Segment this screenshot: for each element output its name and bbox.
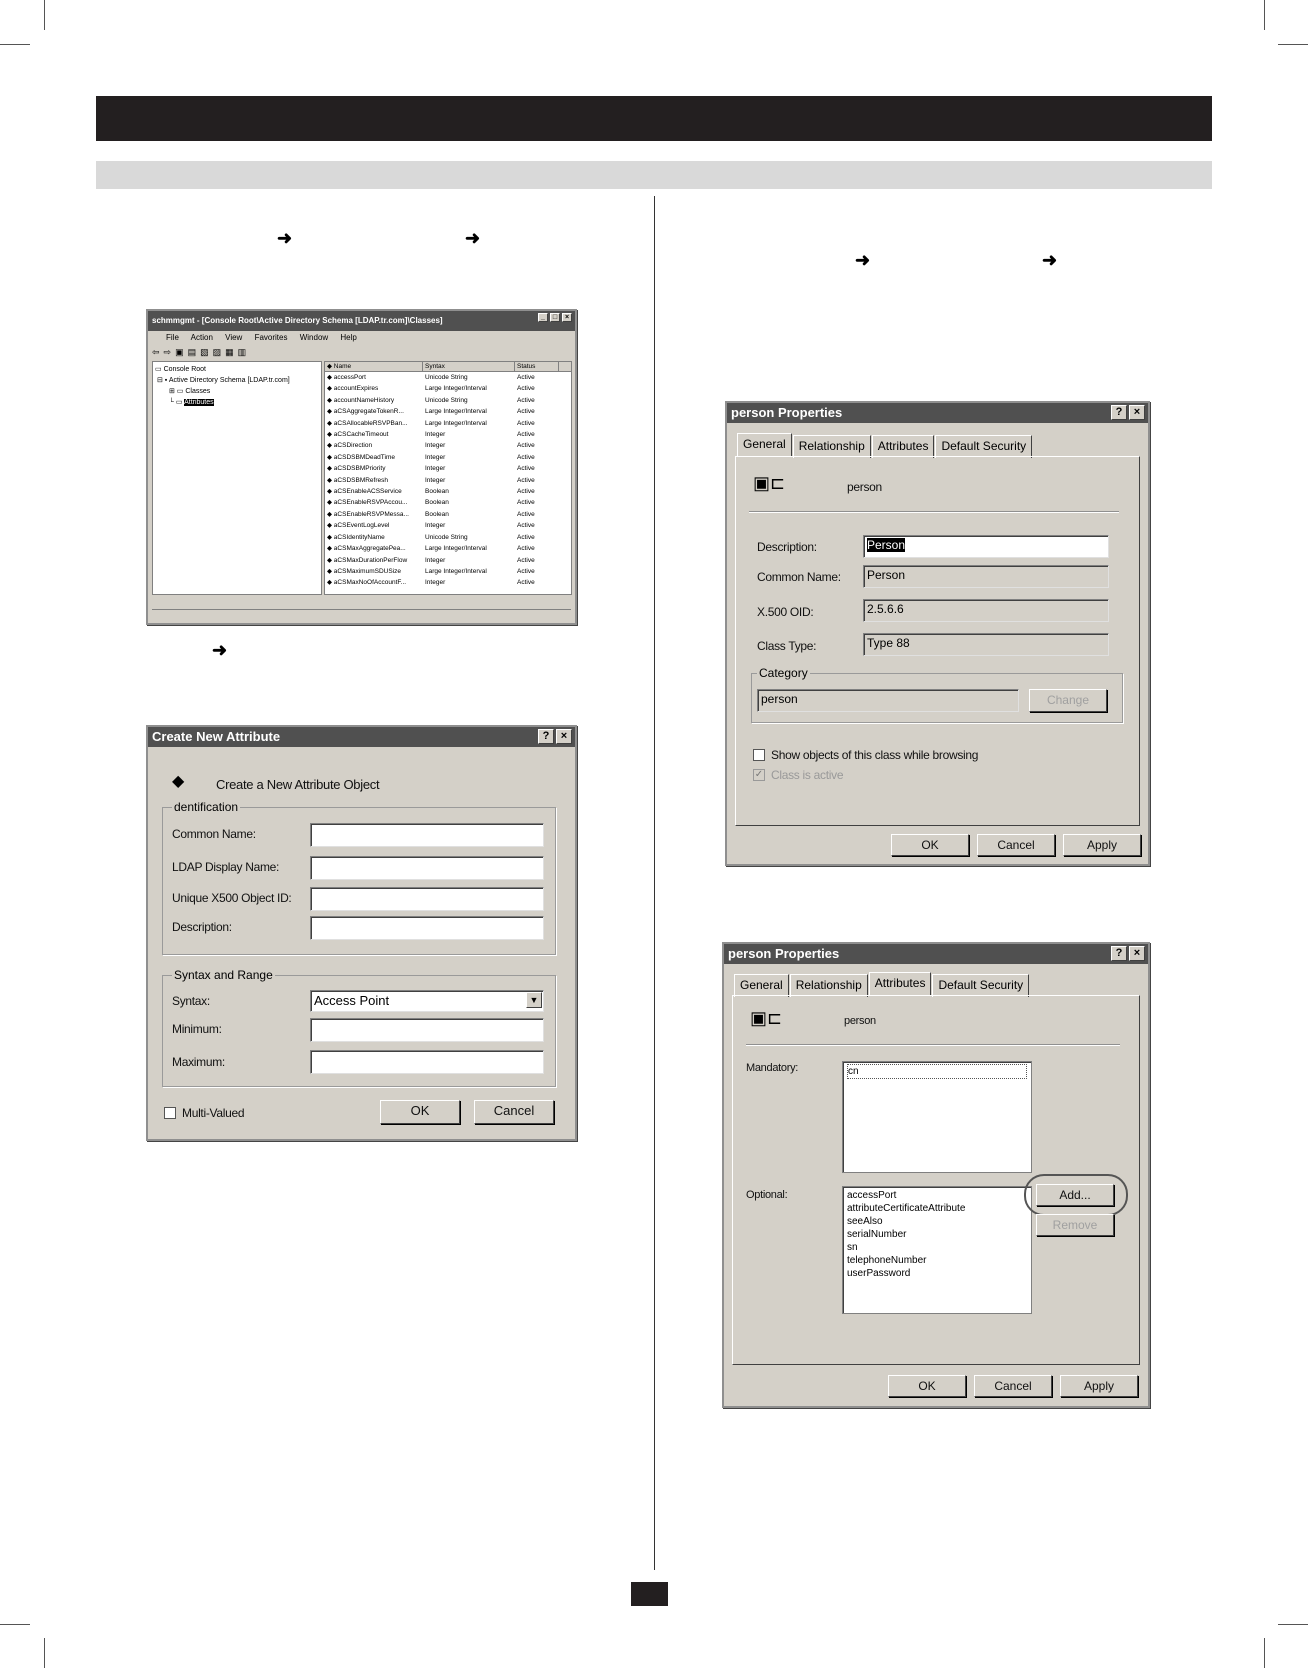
subheader-bar	[96, 161, 1212, 189]
mandatory-label: Mandatory:	[746, 1062, 799, 1074]
class-type-field: Type 88	[863, 633, 1109, 656]
maximum-input[interactable]	[310, 1050, 544, 1074]
syntax-cell: Integer	[425, 579, 446, 587]
class-name: person	[844, 1015, 876, 1027]
syntax-cell: Unicode String	[425, 533, 468, 541]
header-bar	[96, 96, 1212, 141]
list-item[interactable]: accessPort	[847, 1190, 897, 1201]
close-button[interactable]: ×	[556, 729, 572, 744]
show-objects-checkbox[interactable]	[753, 749, 765, 761]
description-input[interactable]	[310, 916, 544, 940]
attribute-name-cell: ◆ aCSDirection	[327, 442, 373, 450]
attribute-name-cell: ◆ aCSEnableRSVPMessa...	[327, 510, 409, 518]
list-item[interactable]: attributeCertificateAttribute	[847, 1203, 966, 1214]
attribute-name-cell: ◆ accessPort	[327, 374, 366, 381]
tab-attributes[interactable]: Attributes	[872, 435, 935, 458]
attribute-name-cell: ◆ aCSMaxDurationPerFlow	[327, 556, 408, 564]
mmc-titlebar	[148, 311, 575, 331]
dropdown-arrow-icon[interactable]: ▼	[526, 992, 542, 1008]
attribute-name-cell: ◆ aCSMaximumSDUSize	[327, 567, 401, 575]
maximum-label: Maximum:	[172, 1055, 225, 1069]
mandatory-list[interactable]	[842, 1061, 1032, 1173]
dialog-title: Create New Attribute	[152, 729, 281, 744]
status-cell: Active	[517, 499, 535, 507]
class-icon: ▣⊏	[753, 473, 786, 493]
crop-mark	[0, 44, 30, 45]
multi-valued-checkbox[interactable]	[164, 1107, 176, 1119]
tree-item-classes[interactable]: ⊞ ▭ Classes	[169, 388, 211, 395]
table-row[interactable]	[325, 520, 571, 531]
up-icon[interactable]: ▣	[175, 347, 188, 357]
table-row[interactable]	[325, 543, 571, 554]
list-item[interactable]: sn	[847, 1242, 858, 1253]
common-name-label: Common Name:	[172, 827, 256, 841]
class-icon: ▣⊏	[750, 1008, 783, 1028]
identification-group-title: dentification	[174, 800, 239, 814]
tab-relationship[interactable]: Relationship	[790, 974, 868, 997]
status-cell: Active	[517, 419, 535, 427]
status-cell: Active	[517, 545, 535, 553]
table-row[interactable]	[325, 372, 571, 383]
close-button[interactable]: ×	[1129, 946, 1145, 961]
table-row[interactable]	[325, 566, 571, 577]
remove-button[interactable]: Remove	[1036, 1214, 1114, 1236]
status-cell: Active	[517, 488, 535, 496]
cancel-button[interactable]: Cancel	[977, 834, 1055, 856]
help-button[interactable]: ?	[1111, 405, 1127, 420]
common-name-field: Person	[863, 565, 1109, 588]
category-field: person	[757, 689, 1019, 712]
attribute-list	[324, 361, 572, 595]
ok-button[interactable]: OK	[888, 1375, 966, 1397]
minimize-button[interactable]: _	[538, 313, 548, 322]
separator	[746, 1044, 1120, 1046]
mmc-toolbar	[148, 345, 575, 359]
syntax-cell: Boolean	[425, 510, 449, 518]
syntax-group-title: Syntax and Range	[174, 968, 273, 982]
create-attribute-dialog	[146, 725, 577, 1141]
status-cell: Active	[517, 385, 535, 393]
close-button[interactable]: ×	[562, 313, 572, 322]
description-label: Description:	[757, 540, 817, 554]
optional-label: Optional:	[746, 1189, 788, 1201]
syntax-cell: Integer	[425, 465, 446, 473]
tab-attributes[interactable]: Attributes	[869, 972, 932, 995]
column-divider	[654, 196, 655, 1570]
status-cell: Active	[517, 476, 535, 484]
class-active-checkbox[interactable]: ✓	[754, 769, 764, 780]
table-row[interactable]	[325, 406, 571, 417]
column-name[interactable]: ◆ Name	[325, 362, 423, 371]
attribute-name-cell: ◆ aCSAllocableRSVPBan...	[327, 419, 408, 427]
syntax-cell: Large Integer/Interval	[425, 567, 487, 575]
add-button[interactable]: Add...	[1036, 1184, 1114, 1206]
maximize-button[interactable]: □	[550, 313, 560, 322]
table-row[interactable]	[325, 395, 571, 406]
status-cell: Active	[517, 453, 535, 461]
crop-mark	[1264, 1638, 1265, 1668]
table-row[interactable]	[325, 440, 571, 451]
list-item[interactable]: serialNumber	[847, 1229, 907, 1240]
folder-icon: ⊞ ▭	[169, 388, 186, 395]
tree-item-attributes[interactable]: └ ▭ Attributes	[169, 399, 214, 406]
attribute-name-cell: ◆ aCSDSBMRefresh	[327, 476, 388, 484]
category-group-title: Category	[759, 666, 808, 680]
syntax-label: Syntax:	[172, 994, 210, 1008]
table-row[interactable]	[325, 418, 571, 429]
tree-item-console-root[interactable]: ▭ Console Root	[155, 366, 206, 373]
ldap-display-name-label: LDAP Display Name:	[172, 860, 280, 874]
crop-mark	[1278, 44, 1308, 45]
apply-button[interactable]: Apply	[1060, 1375, 1138, 1397]
ldap-display-name-input[interactable]	[310, 856, 544, 880]
show-objects-label: Show objects of this class while browsing	[771, 748, 979, 762]
list-header	[325, 362, 571, 372]
table-row[interactable]	[325, 532, 571, 543]
minimum-input[interactable]	[310, 1018, 544, 1042]
console-tree	[152, 361, 322, 595]
list-item[interactable]: telephoneNumber	[847, 1255, 927, 1266]
attribute-name-cell: ◆ aCSMaxAggregatePea...	[327, 545, 406, 553]
attribute-name-cell: ◆ aCSCacheTimeout	[327, 431, 389, 439]
class-name: person	[847, 480, 882, 494]
common-name-label: Common Name:	[757, 570, 841, 584]
attribute-name-cell: ◆ aCSEnableACSService	[327, 488, 402, 496]
menu-favorites[interactable]: Favorites	[254, 333, 288, 342]
list-item[interactable]: seeAlso	[847, 1216, 883, 1227]
status-cell: Active	[517, 579, 535, 587]
cancel-button[interactable]: Cancel	[474, 1100, 554, 1124]
help-icon[interactable]: ▥	[237, 347, 251, 357]
status-cell: Active	[517, 431, 535, 439]
table-row[interactable]	[325, 383, 571, 394]
properties-icon[interactable]: ▦	[225, 347, 238, 357]
dialog-titlebar	[727, 403, 1148, 423]
table-row[interactable]	[325, 463, 571, 474]
status-bar	[152, 609, 571, 621]
arrow-right-icon: ➜	[855, 250, 871, 270]
menu-help[interactable]: Help	[340, 333, 357, 342]
status-cell: Active	[517, 522, 535, 530]
syntax-select[interactable]	[310, 990, 544, 1012]
status-cell: Active	[517, 533, 535, 541]
attribute-icon: ◆	[172, 773, 185, 790]
table-row[interactable]	[325, 429, 571, 440]
close-button[interactable]: ×	[1129, 405, 1145, 420]
table-row[interactable]	[325, 497, 571, 508]
tree-item-schema[interactable]: ⊟ ▪ Active Directory Schema [LDAP.tr.com]	[157, 377, 290, 384]
arrow-right-icon: ➜	[465, 228, 481, 248]
attribute-name-cell: ◆ aCSMaxNoOfAccountF...	[327, 579, 407, 587]
dialog-title: person Properties	[728, 946, 840, 961]
arrow-right-icon: ➜	[277, 228, 293, 248]
ok-button[interactable]: OK	[891, 834, 969, 856]
cancel-button[interactable]: Cancel	[974, 1375, 1052, 1397]
table-row[interactable]	[325, 555, 571, 566]
syntax-cell: Integer	[425, 442, 446, 450]
class-type-label: Class Type:	[757, 639, 817, 653]
tab-relationship[interactable]: Relationship	[793, 435, 871, 458]
mmc-window	[146, 309, 577, 625]
tab-general[interactable]: General	[734, 974, 789, 997]
export-icon[interactable]: ▧	[200, 347, 213, 357]
person-properties-attributes-dialog	[722, 942, 1150, 1408]
status-cell: Active	[517, 374, 535, 381]
status-cell: Active	[517, 408, 535, 416]
table-row[interactable]	[325, 509, 571, 520]
syntax-cell: Integer	[425, 556, 446, 564]
tab-default-security[interactable]: Default Security	[932, 974, 1029, 997]
description-label: Description:	[172, 920, 232, 934]
status-cell: Active	[517, 556, 535, 564]
attribute-name-cell: ◆ aCSAggregateTokenR...	[327, 408, 404, 416]
list-item[interactable]: userPassword	[847, 1268, 911, 1279]
syntax-cell: Integer	[425, 522, 446, 530]
syntax-cell: Integer	[425, 476, 446, 484]
table-row[interactable]	[325, 486, 571, 497]
column-status[interactable]: Status	[515, 362, 559, 371]
menu-view[interactable]: View	[225, 333, 243, 342]
column-syntax[interactable]: Syntax	[423, 362, 515, 371]
status-cell: Active	[517, 465, 535, 473]
syntax-cell: Boolean	[425, 488, 449, 496]
list-body	[325, 372, 571, 589]
change-button[interactable]: Change	[1029, 689, 1107, 712]
crop-mark	[0, 1624, 30, 1625]
attribute-name-cell: ◆ accountExpires	[327, 385, 379, 393]
status-cell: Active	[517, 396, 535, 404]
x500-oid-label: X.500 OID:	[757, 605, 814, 619]
list-item[interactable]: cn	[847, 1064, 1027, 1079]
schema-icon: ⊟ ▪	[157, 377, 169, 384]
mmc-menubar	[148, 331, 575, 345]
syntax-cell: Boolean	[425, 499, 449, 507]
object-id-input[interactable]	[310, 887, 544, 911]
syntax-cell: Unicode String	[425, 396, 468, 404]
syntax-cell: Integer	[425, 453, 446, 461]
attribute-name-cell: ◆ accountNameHistory	[327, 396, 395, 404]
folder-icon: ▭	[155, 366, 164, 373]
syntax-cell: Large Integer/Interval	[425, 419, 487, 427]
ok-button[interactable]: OK	[380, 1100, 460, 1124]
dialog-titlebar	[724, 944, 1148, 964]
status-cell: Active	[517, 510, 535, 518]
folder-icon: └ ▭	[169, 399, 185, 406]
description-input[interactable]: Person	[863, 535, 1109, 558]
help-button[interactable]: ?	[1111, 946, 1127, 961]
tab-strip	[737, 435, 1033, 458]
syntax-cell: Large Integer/Interval	[425, 408, 487, 416]
multi-valued-label: Multi-Valued	[182, 1106, 245, 1120]
forward-icon[interactable]: ⇨	[163, 347, 176, 357]
tree-icon[interactable]: ▤	[187, 347, 201, 357]
crop-mark	[44, 0, 45, 30]
mmc-title: schmmgmt - [Console Root\Active Directory Schema [LDAP.tr.com]\Classes]	[152, 316, 443, 325]
menu-action[interactable]: Action	[190, 333, 213, 342]
table-row[interactable]	[325, 452, 571, 463]
help-button[interactable]: ?	[538, 729, 554, 744]
x500-oid-field: 2.5.6.6	[863, 599, 1109, 622]
syntax-cell: Integer	[425, 431, 446, 439]
status-cell: Active	[517, 567, 535, 575]
attribute-name-cell: ◆ aCSIdentityName	[327, 533, 385, 541]
dialog-titlebar	[148, 727, 575, 747]
crop-mark	[1278, 1624, 1308, 1625]
arrow-right-icon: ➜	[212, 640, 228, 660]
attribute-name-cell: ◆ aCSDSBMPriority	[327, 465, 386, 473]
common-name-input[interactable]	[310, 823, 544, 847]
separator	[749, 511, 1119, 513]
syntax-cell: Large Integer/Interval	[425, 385, 487, 393]
optional-list[interactable]	[842, 1186, 1032, 1314]
tab-general[interactable]: General	[737, 433, 792, 456]
tab-default-security[interactable]: Default Security	[935, 435, 1032, 458]
menu-window[interactable]: Window	[299, 333, 329, 342]
syntax-cell: Large Integer/Interval	[425, 545, 487, 553]
table-row[interactable]	[325, 475, 571, 486]
object-id-label: Unique X500 Object ID:	[172, 891, 292, 905]
syntax-cell: Unicode String	[425, 374, 468, 381]
tab-strip	[734, 974, 1030, 997]
attribute-name-cell: ◆ aCSEnableRSVPAccou...	[327, 499, 408, 507]
menu-file[interactable]: File	[166, 333, 179, 342]
crop-mark	[44, 1638, 45, 1668]
arrow-right-icon: ➜	[1042, 250, 1058, 270]
back-icon[interactable]: ⇦	[152, 347, 164, 357]
class-active-label: Class is active	[771, 768, 844, 782]
dialog-title: person Properties	[731, 405, 843, 420]
crop-mark	[1264, 0, 1265, 30]
dialog-heading: Create a New Attribute Object	[216, 777, 380, 792]
syntax-value: Access Point	[314, 993, 390, 1008]
apply-button[interactable]: Apply	[1063, 834, 1141, 856]
person-properties-general-dialog	[725, 401, 1150, 866]
attribute-name-cell: ◆ aCSEventLogLevel	[327, 522, 390, 530]
status-cell: Active	[517, 442, 535, 450]
attribute-name-cell: ◆ aCSDSBMDeadTime	[327, 453, 395, 461]
highlight-ring	[1024, 1174, 1128, 1216]
minimum-label: Minimum:	[172, 1022, 222, 1036]
table-row[interactable]	[325, 577, 571, 588]
refresh-icon[interactable]: ▨	[212, 347, 226, 357]
page-number-block	[631, 1582, 668, 1606]
